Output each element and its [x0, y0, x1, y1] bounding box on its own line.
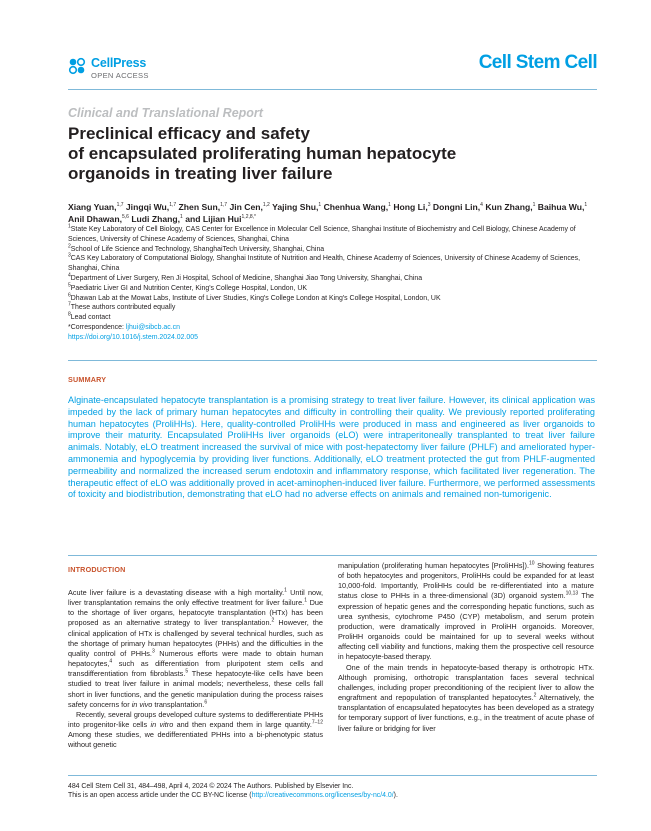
- author-name: Baihua Wu,$^1$: [537, 202, 588, 212]
- summary-text: Alginate-encapsulated hepatocyte transplantation is a promising strategy to treat liver failure. However, its clinical application was impeded by the lack of primary human hepatocytes and difficulty in controlling their quality. We previously reported proliferating human hepatocytes (ProliHHs). Here, quality-controlled ProliHHs were produced in mass and engineered as liver organoids to improve their maturity. Encapsulated ProliHHs liver organoids (eLO) were intraperitoneally transplanted to treat liver failure animals. Notably, eLO treatment increased the survival of mice with post-hepatectomy liver failure (PHLF) and ameliorated hyper-ammonemia and hypoglycemia by providing liver functions. Additionally, eLO treatment protected the gut from PHLF-augmented permeability and normalized the increased serum endotoxin and inflammatory response, which facilitated liver regeneration. The therapeutic effect of eLO was additionally proved in acet-aminophen-induced liver failure. Furthermore, we performed assessments of toxicity and biodistribution, demonstrating that eLO had no adverse effects on animals and remained non-tumorigenic.: [68, 395, 595, 500]
- affiliation-item: $^5$Paediatric Liver GI and Nutrition Center, King's College Hospital, London, UK: [68, 282, 307, 292]
- intro-paragraph: manipulation (proliferating human hepatocytes [ProliHHs]).$^{10}$ Showing features of both hepatocytes and progenitors, ProliHHs could be expanded for at least 10,000-fold. Importantly, ProliHHs could be re-differentiated into a mature status close to PHHs in a three-dimensional (3D) organoid system.$^{10,13}$ The expression of hepatic genes and the corresponding hepatic functions, such as urea synthesis, cytochrome P450 (CYP) metabolism, and serum protein production, were dramatically improved in ProliHH organoids. Moreover, ProliHH organoids could be maintained for up to several weeks without affecting cell viability and functions, making them the prospective cell resource in hepatocyte-based therapy.: [338, 560, 594, 662]
- intro-paragraph: Acute liver failure is a devastating disease with a high mortality.$^1$ Until now, liver transplantation remains the only effective treatment for liver failure.$^1$ Due to the shortage of liver organs, hepatocyte transplantation (HTx) has been proposed as an alternative strategy to liver transplantation.$^2$ However, the clinical application of HTx is challenged by several technical hurdles, such as the shortage of primary human hepatocytes (PHHs) and the difficulties in the quality control of PHHs.$^3$ Numerous efforts were made to obtain human hepatocytes,$^4$ such as differentiation from pluripotent stem cells and transdifferentiation from fibroblasts.$^5$ These hepatocyte-like cells have been studied to treat liver failure in animal models; nevertheless, these cells fall short in liver functions, and the genetic manipulation during the process raises safety concerns for in vivo transplantation.$^6$: [68, 587, 323, 709]
- page-footer: [68, 782, 598, 800]
- affiliation-item: $^4$Department of Liver Surgery, Ren Ji Hospital, School of Medicine, Shanghai Jiao Tong University, Shanghai, China: [68, 272, 423, 282]
- article-title: [68, 124, 588, 184]
- cellpress-logo-icon: [68, 57, 86, 75]
- intro-column-right: [338, 561, 594, 734]
- title-line: organoids in treating liver failure: [68, 164, 333, 183]
- summary-heading: SUMMARY: [68, 375, 107, 384]
- affiliation-item: $^6$Dhawan Lab at the Mowat Labs, Institute of Liver Studies, King's College London at King's College Hospital, London, UK: [68, 292, 441, 302]
- author-list: [68, 201, 593, 225]
- intro-paragraph: Recently, several groups developed culture systems to dedifferentiate PHHs into progenitor-like cells in vitro and then expand them in large quantity.$^{7-12}$ Among these studies, we dedifferentiated PHHs into a bi-phenotypic status without genetic: [68, 709, 323, 750]
- affiliation-item: $^1$State Key Laboratory of Cell Biology, CAS Center for Excellence in Molecular Cell Science, Shanghai Institute of Biochemistry and Cell Biology, Chinese Academy of Sciences, University of Chinese Academy of Sciences, Shanghai, China: [68, 223, 576, 243]
- author-name: Hong Li,$^3$: [393, 202, 431, 212]
- doi-link[interactable]: https://doi.org/10.1016/j.stem.2024.02.005: [68, 333, 198, 341]
- brand-name: CellPress: [91, 56, 147, 70]
- author-name: Xiang Yuan,$^{1,7}$: [68, 202, 124, 212]
- license-line: This is an open access article under the CC BY-NC license (http://creativecommons.org/licenses/by-nc/4.0/).: [68, 792, 398, 800]
- intro-paragraph: One of the main trends in hepatocyte-based therapy is orthotropic HTx. Although promising, orthotropic transplantation faces several technical challenges, including proper preconditioning of the recipient liver to allow the engraftment and repopulation of transplanted hepatocytes.$^2$ Alternatively, the transplantation of encapsulated hepatocytes has been developed as a strategy for temporary support of liver functions, e.g., in the treatment of acute phase of liver failure or bridging for liver: [338, 662, 594, 733]
- title-line: Preclinical efficacy and safety: [68, 124, 310, 143]
- correspondence-email-link[interactable]: ljhui@sibcb.ac.cn: [125, 323, 180, 331]
- author-name: Yajing Shu,$^1$: [272, 202, 322, 212]
- open-access-label: OPEN ACCESS: [91, 71, 149, 80]
- footer-divider: [68, 775, 597, 776]
- intro-column-left: [68, 588, 323, 751]
- author-name: Anil Dhawan,$^{5,6}$: [68, 214, 129, 224]
- affiliation-item: $^8$Lead contact: [68, 311, 111, 322]
- correspondence-label: *Correspondence:: [68, 323, 124, 331]
- citation-line: 484 Cell Stem Cell 31, 484–498, April 4, 2024 © 2024 The Authors. Published by Elsevier Inc.: [68, 783, 354, 790]
- affiliations: [68, 225, 593, 343]
- author-name: Zhen Sun,$^{1,7}$: [178, 202, 228, 212]
- summary-divider-top: [68, 360, 597, 361]
- affiliation-item: $^3$CAS Key Laboratory of Computational Biology, Shanghai Institute of Nutrition and Health, Chinese Academy of Sciences, University of Chinese Academy of Sciences, Shanghai, China: [68, 253, 581, 273]
- affiliation-item: $^7$These authors contributed equally: [68, 302, 176, 312]
- correspondence: [68, 323, 593, 333]
- introduction-heading: INTRODUCTION: [68, 565, 126, 574]
- author-name: and Lijian Hui$^{1,2,8,*}$: [185, 214, 256, 224]
- title-line: of encapsulated proliferating human hepatocyte: [68, 144, 457, 163]
- author-name: Jingqi Wu,$^{1,7}$: [125, 202, 177, 212]
- journal-name: Cell Stem Cell: [478, 52, 597, 73]
- affiliation-item: $^2$School of Life Science and Technology, ShanghaiTech University, Shanghai, China: [68, 243, 325, 253]
- author-name: Kun Zhang,$^1$: [485, 202, 536, 212]
- license-link[interactable]: http://creativecommons.org/licenses/by-nc/4.0/: [251, 792, 394, 800]
- author-name: Ludi Zhang,$^1$: [131, 214, 183, 224]
- author-name: Jin Cen,$^{1,2}$: [229, 202, 270, 212]
- summary-divider-bottom: [68, 555, 597, 556]
- author-name: Chenhua Wang,$^1$: [323, 202, 391, 212]
- header-divider: [68, 89, 597, 90]
- author-name: Dongni Lin,$^4$: [432, 202, 483, 212]
- article-type: Clinical and Translational Report: [68, 106, 263, 120]
